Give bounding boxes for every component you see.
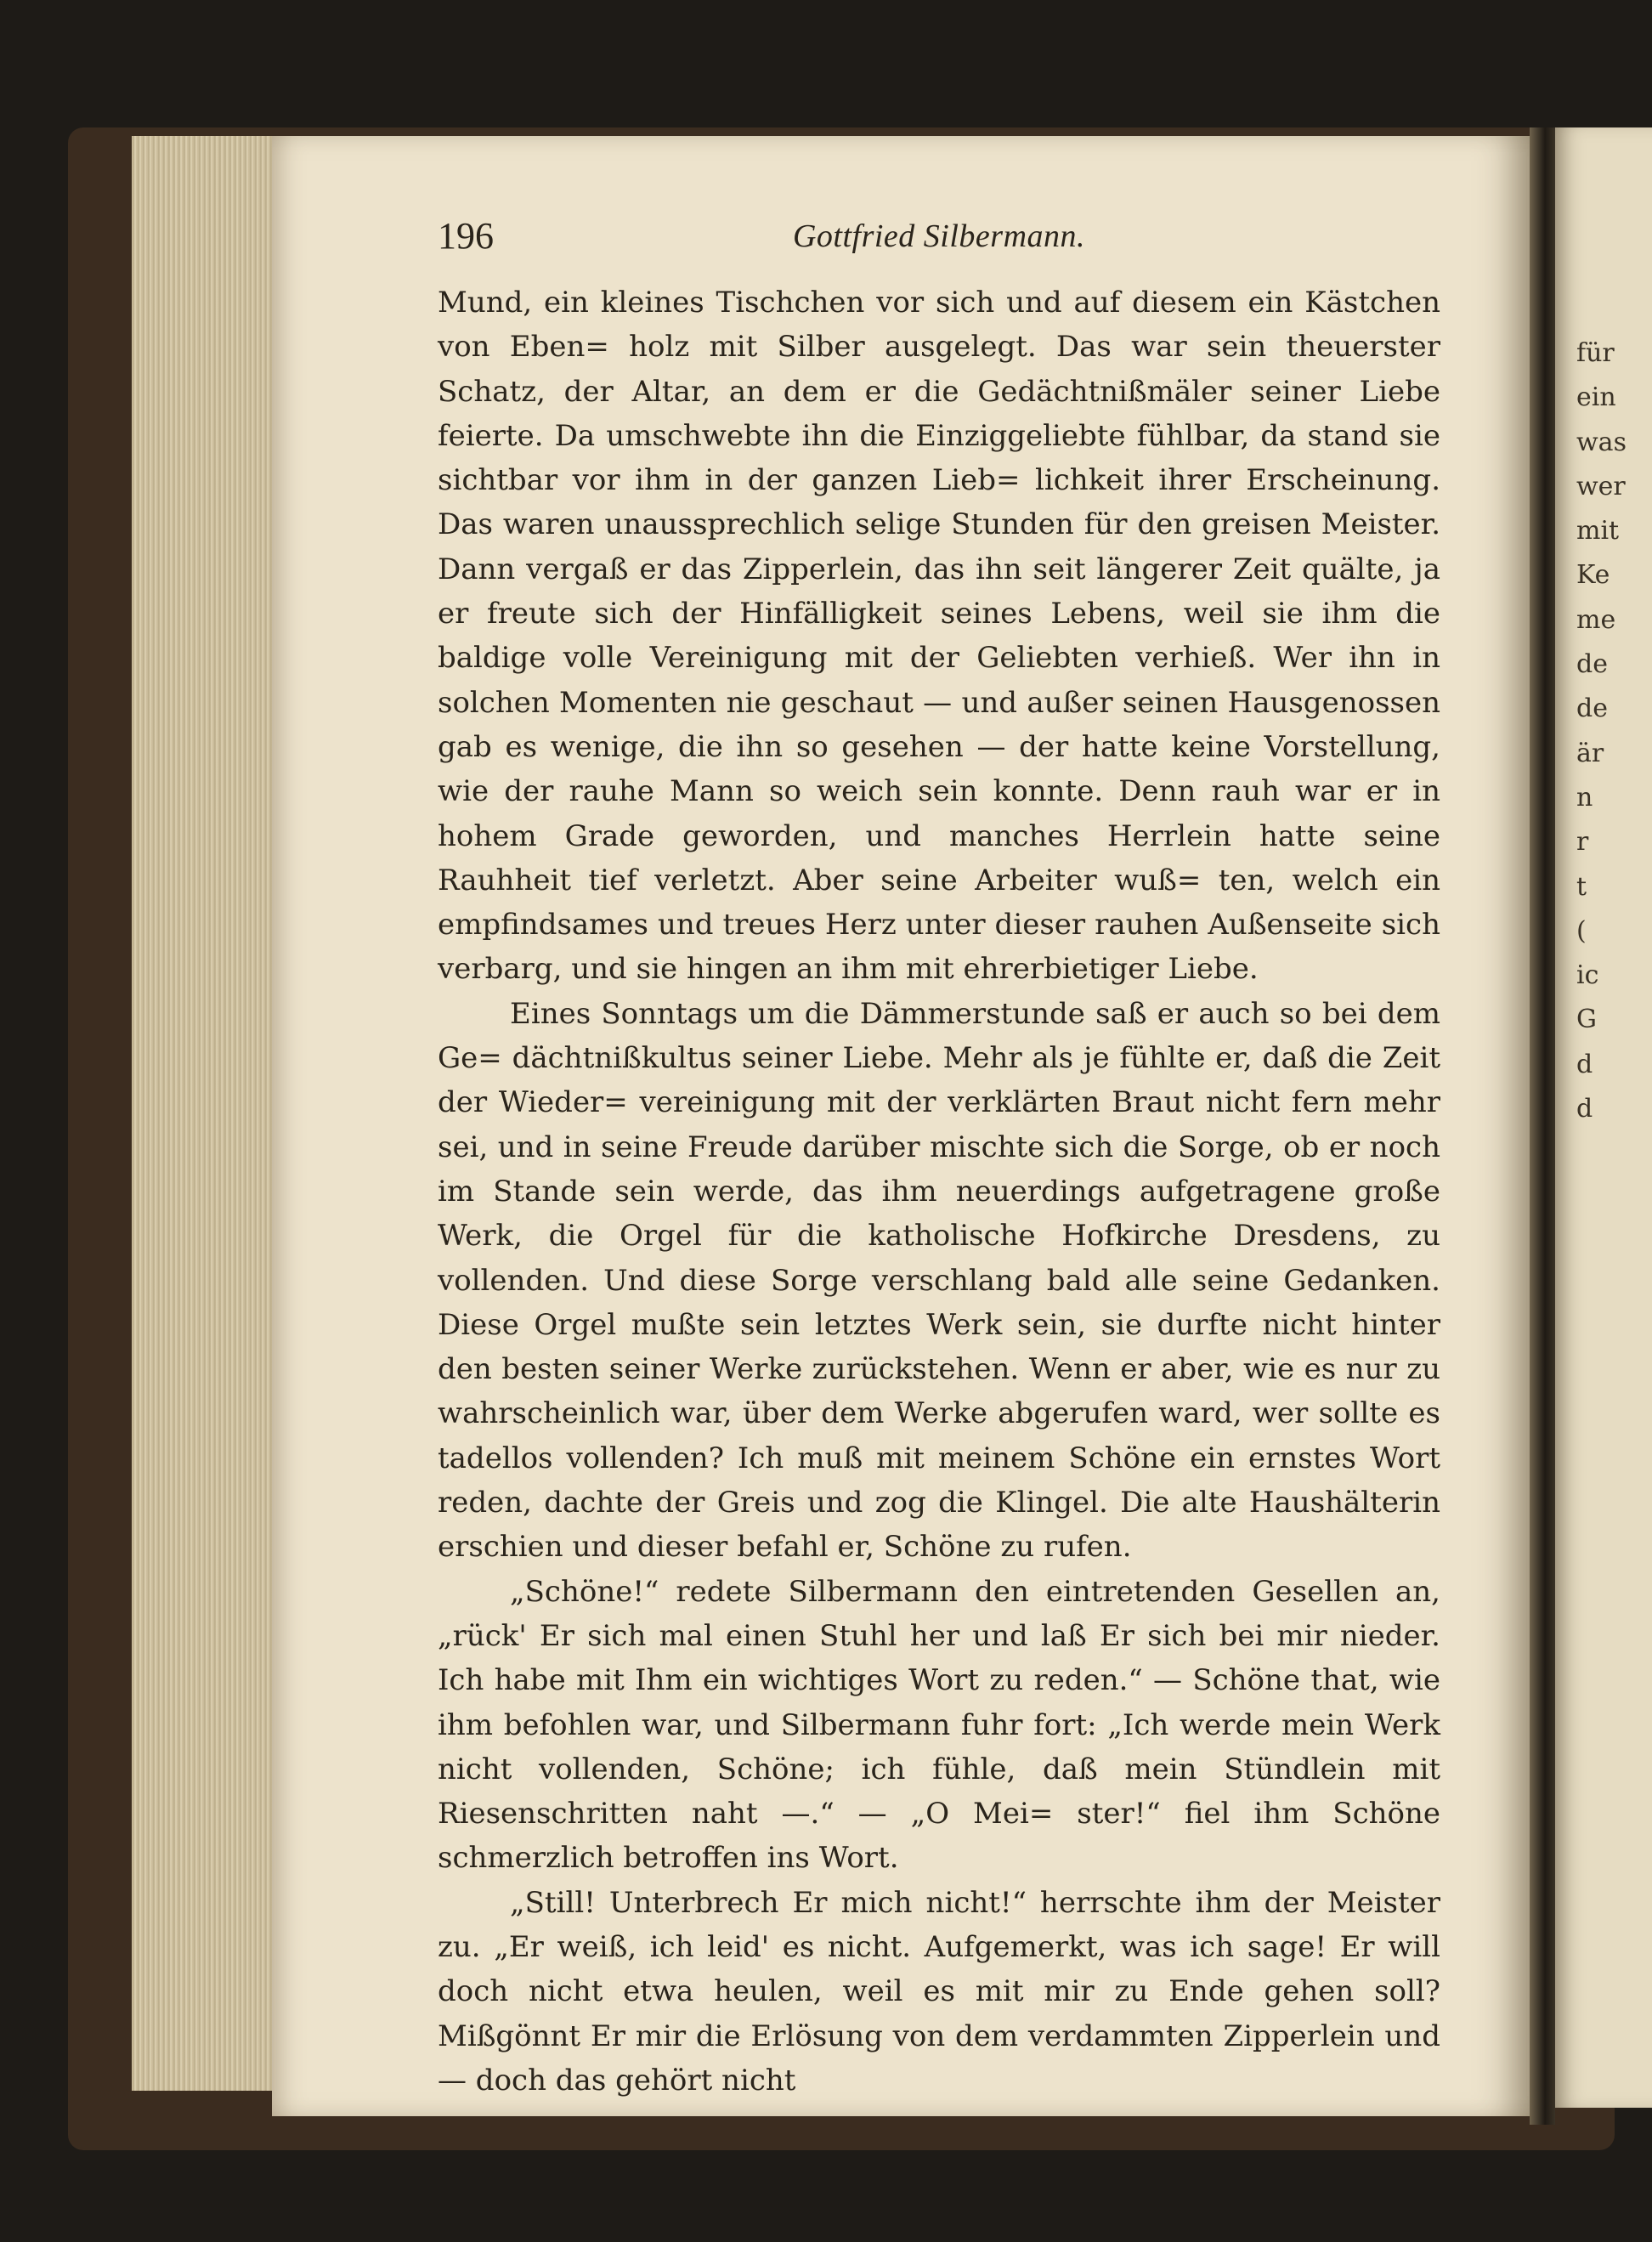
page-header (438, 214, 1440, 265)
facing-fragment: mit (1576, 516, 1620, 546)
paragraph-2: Eines Sonntags um die Dämmerstunde saß er auch so bei dem Ge= dächtnißkultus seiner Liebe. Mehr als je fühlte er, daß die Zeit der Wieder= vereinigung mit der verklärten Braut nicht fern mehr sei, und in seine Freude darüber mischte sich die Sorge, ob er noch im Stande sein werde, das ihm neuerdings aufgetragene große Werk, die Orgel für die katholische Hofkirche Dresdens, zu vollenden. Und diese Sorge verschlang bald alle seine Gedanken. Diese Orgel mußte sein letztes Werk sein, sie durfte nicht hinter den besten seiner Werke zurückstehen. Wenn er aber, wie es nur zu wahrscheinlich war, über dem Werke abgerufen ward, wer sollte es tadellos vollenden? Ich muß mit meinem Schöne ein ernstes Wort reden, dachte der Greis und zog die Klingel. Die alte Haushälterin erschien und dieser befahl er, Schöne zu rufen. (438, 996, 1440, 1565)
facing-fragment: n (1576, 782, 1593, 812)
facing-fragment: ( (1576, 915, 1587, 946)
paragraph-3: „Schöne!“ redete Silbermann den eintretenden Gesellen an, „rück' Er sich mal einen Stuhl her und laß Er sich bei mir nieder. Ich habe mit Ihm ein wichtiges Wort zu reden.“ — Schöne that, wie ihm befohlen war, und Silbermann fuhr fort: „Ich werde mein Werk nicht vollenden, Schöne; ich fühle, daß mein Stündlein mit Riesenschritten naht —.“ — „O Mei= ster!“ fiel ihm Schöne schmerzlich betroffen ins Wort. (438, 1574, 1440, 1876)
book-page (272, 136, 1530, 2116)
facing-fragment: G (1576, 1005, 1597, 1035)
facing-fragment: wer (1576, 471, 1626, 501)
facing-fragment: me (1576, 604, 1616, 635)
body-text (438, 280, 1440, 2103)
running-title: Gottfried Silbermann. (792, 218, 1086, 254)
book-gutter (1530, 127, 1555, 2125)
facing-fragment: ic (1576, 960, 1599, 991)
paragraph-1: Mund, ein kleines Tischchen vor sich und auf diesem ein Kästchen von Eben= holz mit Silber ausgelegt. Das war sein theuerster Schatz, der Altar, an dem er die Gedächtnißmäler seiner Liebe feierte. Da umschwebte ihn die Einziggeliebte fühlbar, da stand sie sichtbar vor ihm in der ganzen Lieb= lichkeit ihrer Erscheinung. Das waren unaussprechlich selige Stunden für den greisen Meister. Dann vergaß er das Zipperlein, das ihn seit längerer Zeit quälte, ja er freute sich der Hinfälligkeit seines Lebens, weil sie ihm die baldige volle Vereinigung mit der Geliebten verhieß. Wer ihn in solchen Momenten nie geschaut — und außer seinen Hausgenossen gab es wenige, die ihn so gesehen — der hatte keine Vorstellung, wie der rauhe Mann so weich sein konnte. Denn rauh war er in hohem Grade geworden, und manches Herrlein hatte seine Rauhheit tief verletzt. Aber seine Arbeiter wuß= ten, welch ein empfindsames und treues Herz unter dieser rauhen Außenseite sich verbarg, und sie hingen an ihm mit ehrerbietiger Liebe. (438, 286, 1440, 987)
facing-fragment: d (1576, 1049, 1593, 1079)
page-edges (132, 136, 289, 2091)
facing-fragment: Ke (1576, 560, 1610, 591)
paragraph-4: „Still! Unterbrech Er mich nicht!“ herrschte ihm der Meister zu. „Er weiß, ich leid' es nicht. Aufgemerkt, was ich sage! Er will doch nicht etwa heulen, weil es mit mir zu Ende gehen soll? Mißgönnt Er mir die Erlösung von dem verdammten Zipperlein und — doch das gehört nicht (438, 1885, 1440, 2098)
facing-fragment: r (1576, 827, 1589, 858)
facing-fragment: är (1576, 738, 1604, 768)
facing-fragment: was (1576, 427, 1627, 457)
facing-fragment: de (1576, 649, 1608, 680)
facing-fragment: t (1576, 871, 1587, 902)
facing-fragment: de (1576, 694, 1608, 724)
facing-fragment: d (1576, 1094, 1593, 1124)
facing-fragment: für (1576, 338, 1615, 368)
facing-page-text (1576, 331, 1644, 1131)
page-number: 196 (438, 215, 494, 257)
facing-fragment: ein (1576, 382, 1616, 413)
